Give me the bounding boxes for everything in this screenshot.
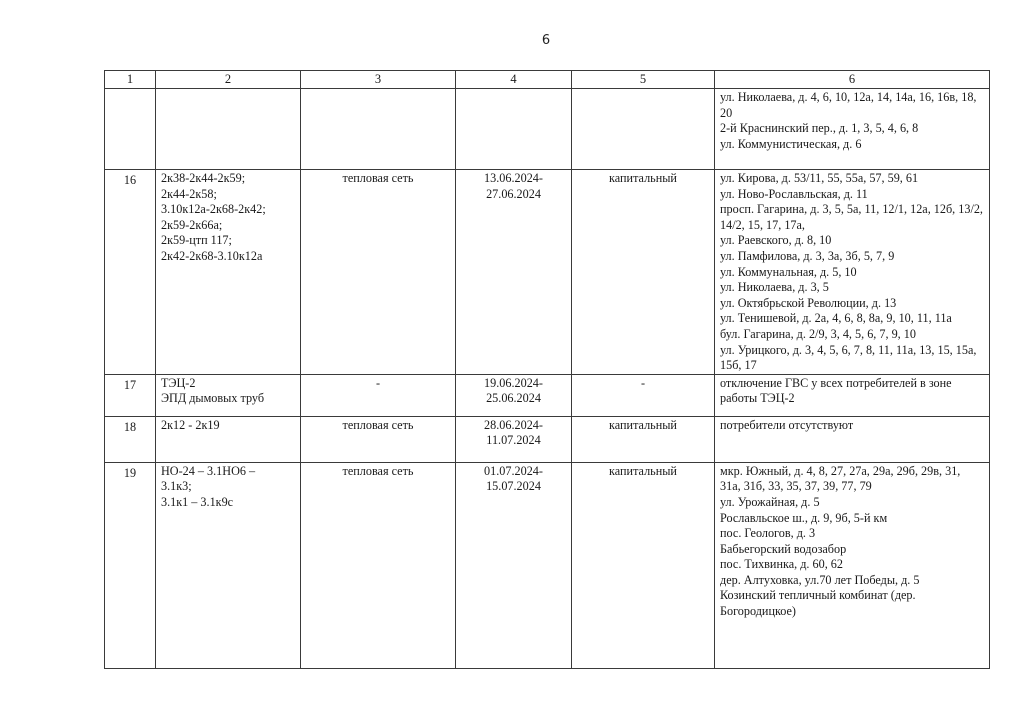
- section-line: 2к12 - 2к19: [161, 417, 220, 432]
- repair-type-cell: капитальный: [572, 416, 715, 462]
- consumer-address: ул. Памфилова, д. 3, 3а, 3б, 5, 7, 9: [720, 248, 895, 263]
- consumer-address: бул. Гагарина, д. 2/9, 3, 4, 5, 6, 7, 9, 10: [720, 326, 916, 341]
- consumer-address: ул. Раевского, д. 8, 10: [720, 233, 832, 248]
- consumers-cell: [715, 374, 990, 416]
- date-end: 27.06.2024: [486, 186, 541, 201]
- table-row-19: [105, 462, 990, 668]
- consumers-cell: [715, 170, 990, 375]
- column-header-1: 1: [105, 71, 156, 89]
- dates-cell: [456, 374, 572, 416]
- date-end: 15.07.2024: [486, 479, 541, 494]
- section-line: ЭПД дымовых труб: [161, 391, 265, 406]
- object-type-cell: тепловая сеть: [301, 462, 456, 668]
- object-type-cell: тепловая сеть: [301, 170, 456, 375]
- section-line: 3.10к12а-2к68-2к42;: [161, 202, 266, 217]
- consumer-address: Бабьегорский водозабор: [720, 541, 847, 556]
- consumer-address: ул. Коммунальная, д. 5, 10: [720, 264, 857, 279]
- repair-type-cell: капитальный: [572, 462, 715, 668]
- row-number-cell: 18: [105, 416, 156, 462]
- row-number-cell: [105, 89, 156, 170]
- header-row: [105, 71, 990, 89]
- table-row-continuation: [105, 89, 990, 170]
- column-header-2: 2: [156, 71, 301, 89]
- section-cell: [156, 462, 301, 668]
- consumer-address: Козинский тепличный комбинат (дер. Богородицкое): [720, 588, 916, 619]
- consumer-address: Рославльское ш., д. 9, 9б, 5-й км: [720, 510, 888, 525]
- table-row-16: [105, 170, 990, 375]
- object-type-cell: тепловая сеть: [301, 416, 456, 462]
- section-line: 2к59-2к66а;: [161, 217, 223, 232]
- table-row-18: [105, 416, 990, 462]
- section-cell: [156, 170, 301, 375]
- repair-type-cell: [572, 89, 715, 170]
- object-type-cell: -: [301, 374, 456, 416]
- row-number-cell: 19: [105, 462, 156, 668]
- section-line: 3.1к3;: [161, 479, 192, 494]
- row-number-cell: 17: [105, 374, 156, 416]
- consumer-address: ул. Кирова, д. 53/11, 55, 55а, 57, 59, 61: [720, 171, 919, 185]
- column-header-4: 4: [456, 71, 572, 89]
- consumer-address: ул. Октябрьской Революции, д. 13: [720, 295, 897, 310]
- date-start: 19.06.2024-: [484, 375, 543, 390]
- section-line: 3.1к1 – 3.1к9с: [161, 494, 234, 509]
- column-header-5: 5: [572, 71, 715, 89]
- date-end: 11.07.2024: [486, 433, 541, 448]
- consumers-cell: [715, 462, 990, 668]
- column-header-3: 3: [301, 71, 456, 89]
- column-header-6: 6: [715, 71, 990, 89]
- consumers-cell: [715, 416, 990, 462]
- consumers-cell: [715, 89, 990, 170]
- section-line: 2к44-2к58;: [161, 186, 217, 201]
- section-line: НО-24 – 3.1НО6 –: [161, 463, 256, 478]
- page-number: 6: [541, 33, 551, 48]
- date-start: 13.06.2024-: [484, 171, 543, 185]
- dates-cell: [456, 89, 572, 170]
- date-start: 28.06.2024-: [484, 417, 543, 432]
- section-cell: [156, 374, 301, 416]
- consumer-address: ул. Урожайная, д. 5: [720, 494, 820, 509]
- section-cell: [156, 89, 301, 170]
- dates-cell: [456, 170, 572, 375]
- consumer-address: ул. Урицкого, д. 3, 4, 5, 6, 7, 8, 11, 11а, 13, 15, 15а, 15б, 17: [720, 342, 977, 373]
- section-line: 2к42-2к68-3.10к12а: [161, 248, 263, 263]
- repair-schedule-table: [104, 70, 990, 669]
- consumer-address: 2-й Краснинский пер., д. 1, 3, 5, 4, 6, 8: [720, 121, 919, 136]
- consumer-address: ул. Николаева, д. 3, 5: [720, 280, 829, 295]
- consumer-address: ул. Коммунистическая, д. 6: [720, 136, 862, 151]
- row-number-cell: 16: [105, 170, 156, 375]
- section-line: 2к38-2к44-2к59;: [161, 171, 246, 185]
- repair-type-cell: -: [572, 374, 715, 416]
- section-cell: [156, 416, 301, 462]
- object-type-cell: [301, 89, 456, 170]
- section-line: 2к59-цтп 117;: [161, 233, 232, 248]
- section-line: ТЭЦ-2: [161, 375, 196, 390]
- consumer-address: мкр. Южный, д. 4, 8, 27, 27а, 29а, 29б, 29в, 31, 31а, 31б, 33, 35, 37, 39, 77, 79: [720, 463, 961, 494]
- consumer-address: ул. Николаева, д. 4, 6, 10, 12а, 14, 14а, 16, 16в, 18, 20: [720, 90, 977, 120]
- dates-cell: [456, 416, 572, 462]
- consumer-note: потребители отсутствуют: [720, 417, 854, 432]
- date-end: 25.06.2024: [486, 391, 541, 406]
- consumer-address: пос. Геологов, д. 3: [720, 526, 816, 541]
- consumer-address: дер. Алтуховка, ул.70 лет Победы, д. 5: [720, 572, 920, 587]
- consumer-address: ул. Ново-Рославльская, д. 11: [720, 186, 868, 201]
- consumer-address: пос. Тихвинка, д. 60, 62: [720, 557, 843, 572]
- consumer-note: отключение ГВС у всех потребителей в зоне работы ТЭЦ-2: [720, 375, 952, 406]
- date-start: 01.07.2024-: [484, 463, 543, 478]
- consumer-address: просп. Гагарина, д. 3, 5, 5а, 11, 12/1, 12а, 12б, 13/2, 14/2, 15, 17, 17а,: [720, 202, 983, 232]
- table-row-17: [105, 374, 990, 416]
- consumer-address: ул. Тенишевой, д. 2а, 4, 6, 8, 8а, 9, 10, 11, 11а: [720, 311, 952, 326]
- repair-type-cell: капитальный: [572, 170, 715, 375]
- dates-cell: [456, 462, 572, 668]
